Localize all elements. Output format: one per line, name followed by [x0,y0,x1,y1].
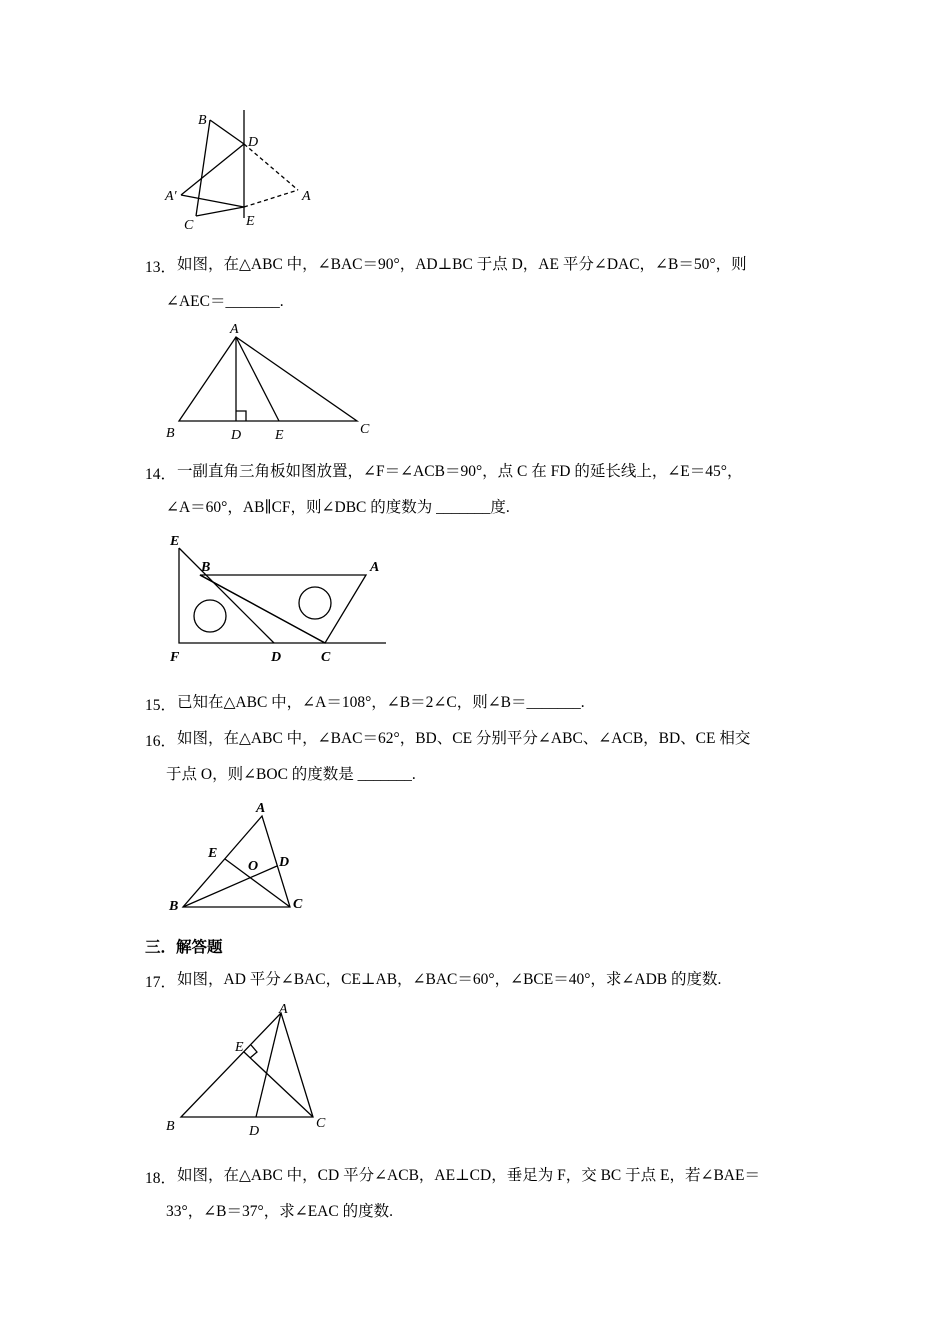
label-E: E [170,534,180,549]
circle-hole-right [299,587,331,619]
label-A: A [256,801,266,816]
q16-number: 16． [145,733,177,750]
label-B: B [166,426,175,441]
segment-BD [210,120,244,144]
q13-number: 13． [145,259,177,276]
q17-text-line1: 如图，AD 平分∠BAC，CE⊥AB，∠BAC＝60°，∠BCE＝40°，求∠ADB 的度数. [177,971,722,988]
label-E: E [275,428,284,443]
q15-number: 15． [145,697,177,714]
label-F: F [170,650,180,665]
label-B: B [198,113,207,128]
segment-CE [196,207,244,216]
q16-text-line2: 于点 O，则∠BOC 的度数是 _______. [166,766,416,783]
dashed-DA [244,144,298,190]
label-C: C [360,422,370,437]
figure-q12 [160,105,330,235]
q16-text-line1: 如图，在△ABC 中，∠BAC＝62°，BD、CE 分别平分∠ABC、∠ACB，BD、CE 相交 [177,730,751,747]
q14-text-line2: ∠A＝60°，AB∥CF，则∠DBC 的度数为 _______度. [166,499,510,516]
label-A-prime: A′ [165,189,177,204]
circle-hole-left [194,600,226,632]
label-C: C [293,897,303,912]
label-A: A [370,560,380,575]
q18-text-line2: 33°，∠B＝37°，求∠EAC 的度数. [166,1203,393,1220]
label-E: E [246,214,255,229]
label-A: A [279,1002,288,1017]
label-A: A [230,322,239,337]
segment-BC [200,575,325,643]
q17-number: 17． [145,974,177,991]
triangle-ABC [183,816,290,907]
figure-q16 [160,795,320,920]
label-E: E [235,1040,244,1055]
figure-q17 [160,995,340,1140]
q14-number: 14． [145,466,177,483]
bisector-AE [236,337,279,421]
label-D: D [248,135,259,150]
figure-q14 [160,528,395,668]
q13-text-line2: ∠AEC＝_______. [166,293,284,310]
label-B: B [166,1119,175,1134]
triangle-ABC [181,1013,313,1117]
label-D: D [271,650,282,665]
label-A: A [302,189,311,204]
q14-text-line1: 一副直角三角板如图放置，∠F＝∠ACB＝90°，点 C 在 FD 的延长线上，∠E＝45°， [177,463,743,480]
figure-q13 [160,318,380,448]
q15-text-line1: 已知在△ABC 中，∠A＝108°，∠B＝2∠C，则∠B＝_______. [177,694,585,711]
segment-ED [179,548,274,643]
right-angle-mark-E [250,1045,257,1058]
q13-text-line1: 如图，在△ABC 中，∠BAC＝90°，AD⊥BC 于点 D，AE 平分∠DAC，∠B＝50°，则 [177,256,747,273]
right-angle-mark-D [236,411,246,421]
label-D: D [249,1124,260,1139]
segment-BC [196,120,210,216]
label-B: B [169,899,179,914]
q18-number: 18． [145,1170,177,1187]
label-E: E [208,846,218,861]
label-C: C [321,650,331,665]
triangle-ABC [179,337,357,421]
label-D: D [231,428,242,443]
bisector-AD [256,1013,281,1117]
q18-text-line1: 如图，在△ABC 中，CD 平分∠ACB，AE⊥CD，垂足为 F，交 BC 于点 E，若∠BAE＝ [177,1167,760,1184]
label-D: D [279,855,290,870]
label-O: O [248,859,259,874]
segment-A1D [181,144,244,195]
label-C: C [316,1116,326,1131]
segment-A1E [181,195,244,207]
dashed-EA [244,190,298,207]
label-C: C [184,218,194,233]
label-B: B [201,560,211,575]
section-title: 三．解答题 [145,938,223,956]
